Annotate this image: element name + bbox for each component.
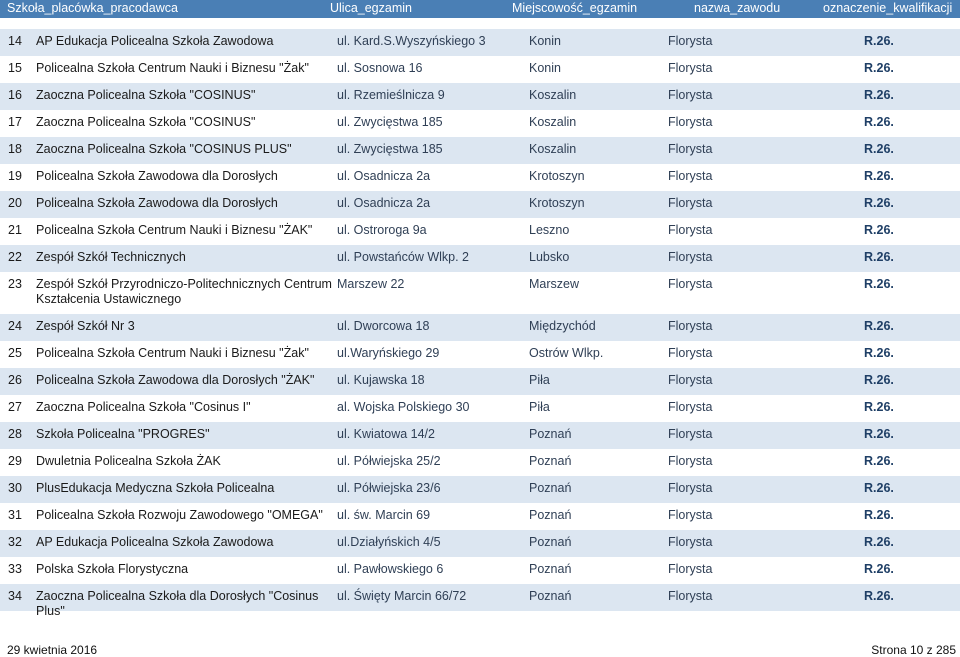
occupation-name: Florysta [668,319,713,333]
header-street: Ulica_egzamin [330,1,412,15]
occupation-name: Florysta [668,142,713,156]
table-row [0,449,960,476]
school-name: Zespół Szkół Przyrodniczo-Politechnicznych Centrum Kształcenia Ustawicznego [36,277,332,306]
table-row [0,245,960,272]
exam-city: Konin [529,61,561,75]
footer-date: 29 kwietnia 2016 [7,643,98,657]
exam-street: ul.Działyńskich 4/5 [337,535,441,549]
exam-street: ul. Osadnicza 2a [337,169,431,183]
occupation-name: Florysta [668,508,713,522]
row-number: 27 [8,400,22,414]
school-name: Zespół Szkół Nr 3 [36,319,135,333]
exam-street: ul. św. Marcin 69 [337,508,431,522]
qualification-code: R.26. [864,535,894,549]
exam-city: Poznań [529,427,572,441]
footer-page-number: Strona 10 z 285 [871,643,956,657]
exam-city: Poznań [529,508,572,522]
school-name: Policealna Szkoła Rozwoju Zawodowego "OMEGA" [36,508,323,522]
school-name: Dwuletnia Policealna Szkoła ŻAK [36,454,221,468]
qualification-code: R.26. [864,508,894,522]
row-number: 16 [8,88,22,102]
exam-city: Leszno [529,223,570,237]
row-number: 21 [8,223,22,237]
school-name: Zaoczna Policealna Szkoła "COSINUS" [36,88,256,102]
row-number: 14 [8,34,22,48]
exam-street: ul. Półwiejska 23/6 [337,481,441,495]
exam-street: ul. Półwiejska 25/2 [337,454,441,468]
header-job: nazwa_zawodu [694,1,781,15]
header-qualification: oznaczenie_kwalifikacji [823,1,953,15]
occupation-name: Florysta [668,277,713,291]
occupation-name: Florysta [668,61,713,75]
school-name: Policealna Szkoła Centrum Nauki i Biznesu "ŻAK" [36,223,313,237]
occupation-name: Florysta [668,196,713,210]
table-row [0,395,960,422]
table-row [0,314,960,341]
row-number: 31 [8,508,22,522]
row-number: 28 [8,427,22,441]
table-row [0,218,960,245]
qualification-code: R.26. [864,277,894,291]
row-number: 34 [8,589,22,603]
exam-street: ul. Dworcowa 18 [337,319,430,333]
qualification-code: R.26. [864,142,894,156]
occupation-name: Florysta [668,454,713,468]
table-row [0,56,960,83]
exam-city: Poznań [529,535,572,549]
exam-street: ul. Rzemieślnicza 9 [337,88,445,102]
qualification-code: R.26. [864,346,894,360]
qualification-code: R.26. [864,562,894,576]
school-name: PlusEdukacja Medyczna Szkoła Policealna [36,481,275,495]
exam-street: Marszew 22 [337,277,405,291]
qualification-code: R.26. [864,169,894,183]
row-number: 20 [8,196,22,210]
occupation-name: Florysta [668,562,713,576]
exam-city: Poznań [529,454,572,468]
school-name: Policealna Szkoła Zawodowa dla Dorosłych "ŻAK" [36,373,315,387]
qualification-code: R.26. [864,589,894,603]
occupation-name: Florysta [668,346,713,360]
qualification-code: R.26. [864,115,894,129]
exam-street: ul. Kard.S.Wyszyńskiego 3 [337,34,486,48]
exam-street: ul. Kujawska 18 [337,373,425,387]
occupation-name: Florysta [668,427,713,441]
exam-street: ul. Powstańców Wlkp. 2 [337,250,469,264]
row-number: 25 [8,346,22,360]
exam-city: Krotoszyn [529,169,585,183]
exam-city: Krotoszyn [529,196,585,210]
qualification-code: R.26. [864,400,894,414]
exam-street: al. Wojska Polskiego 30 [337,400,470,414]
table-row [0,137,960,164]
table-row [0,368,960,395]
exam-city: Koszalin [529,88,577,102]
exam-street: ul. Zwycięstwa 185 [337,115,443,129]
school-name: Szkoła Policealna "PROGRES" [36,427,210,441]
occupation-name: Florysta [668,169,713,183]
row-number: 29 [8,454,22,468]
exam-street: ul. Osadnicza 2a [337,196,431,210]
occupation-name: Florysta [668,373,713,387]
exam-city: Międzychód [529,319,596,333]
qualification-code: R.26. [864,196,894,210]
table-row [0,341,960,368]
occupation-name: Florysta [668,115,713,129]
table-row [0,503,960,530]
exam-city: Ostrów Wlkp. [529,346,604,360]
exam-street: ul.Waryńskiego 29 [337,346,440,360]
row-number: 30 [8,481,22,495]
row-number: 19 [8,169,22,183]
school-name: AP Edukacja Policealna Szkoła Zawodowa [36,34,274,48]
exam-street: ul. Sosnowa 16 [337,61,423,75]
qualification-code: R.26. [864,454,894,468]
table-header [0,0,960,18]
school-name: Policealna Szkoła Centrum Nauki i Biznesu "Żak" [36,346,309,360]
exam-city: Lubsko [529,250,570,264]
occupation-name: Florysta [668,589,713,603]
row-number: 26 [8,373,22,387]
table-row [0,272,960,314]
exam-street: ul. Kwiatowa 14/2 [337,427,435,441]
exam-city: Poznań [529,589,572,603]
qualification-code: R.26. [864,319,894,333]
school-name: Policealna Szkoła Zawodowa dla Dorosłych [36,169,278,183]
qualification-code: R.26. [864,481,894,495]
school-name: Zespół Szkół Technicznych [36,250,186,264]
school-name: Zaoczna Policealna Szkoła dla Dorosłych "Cosinus Plus" [36,589,319,618]
table-row [0,164,960,191]
school-name: Policealna Szkoła Centrum Nauki i Biznesu "Żak" [36,61,309,75]
exam-city: Koszalin [529,115,577,129]
row-number: 18 [8,142,22,156]
table-row [0,422,960,449]
table-row [0,584,960,618]
header-city: Miejscowość_egzamin [512,1,638,15]
table-row [0,557,960,584]
table-row [0,83,960,110]
occupation-name: Florysta [668,481,713,495]
school-name: Policealna Szkoła Zawodowa dla Dorosłych [36,196,278,210]
exam-city: Konin [529,34,561,48]
qualification-code: R.26. [864,373,894,387]
exam-street: ul. Pawłowskiego 6 [337,562,444,576]
qualification-code: R.26. [864,223,894,237]
row-number: 33 [8,562,22,576]
exam-city: Piła [529,373,550,387]
qualification-code: R.26. [864,34,894,48]
exam-city: Marszew [529,277,580,291]
occupation-name: Florysta [668,223,713,237]
exam-street: ul. Ostroroga 9a [337,223,427,237]
header-school: Szkoła_placówka_pracodawca [7,1,178,15]
occupation-name: Florysta [668,88,713,102]
occupation-name: Florysta [668,34,713,48]
row-number: 32 [8,535,22,549]
occupation-name: Florysta [668,535,713,549]
row-number: 24 [8,319,22,333]
qualification-code: R.26. [864,250,894,264]
row-number: 22 [8,250,22,264]
table-row [0,29,960,56]
exam-street: ul. Święty Marcin 66/72 [337,589,467,603]
school-name: AP Edukacja Policealna Szkoła Zawodowa [36,535,274,549]
qualification-code: R.26. [864,88,894,102]
qualification-code: R.26. [864,427,894,441]
table-row [0,530,960,557]
school-name: Polska Szkoła Florystyczna [36,562,189,576]
table-row [0,110,960,137]
exam-city: Piła [529,400,550,414]
exam-city: Koszalin [529,142,577,156]
school-name: Zaoczna Policealna Szkoła "COSINUS PLUS" [36,142,292,156]
school-name: Zaoczna Policealna Szkoła "COSINUS" [36,115,256,129]
qualification-code: R.26. [864,61,894,75]
exam-city: Poznań [529,562,572,576]
row-number: 23 [8,277,22,291]
occupation-name: Florysta [668,400,713,414]
exam-street: ul. Zwycięstwa 185 [337,142,443,156]
exam-city: Poznań [529,481,572,495]
school-name: Zaoczna Policealna Szkoła "Cosinus I" [36,400,251,414]
row-number: 17 [8,115,22,129]
occupation-name: Florysta [668,250,713,264]
row-number: 15 [8,61,22,75]
table-row [0,476,960,503]
table-row [0,191,960,218]
